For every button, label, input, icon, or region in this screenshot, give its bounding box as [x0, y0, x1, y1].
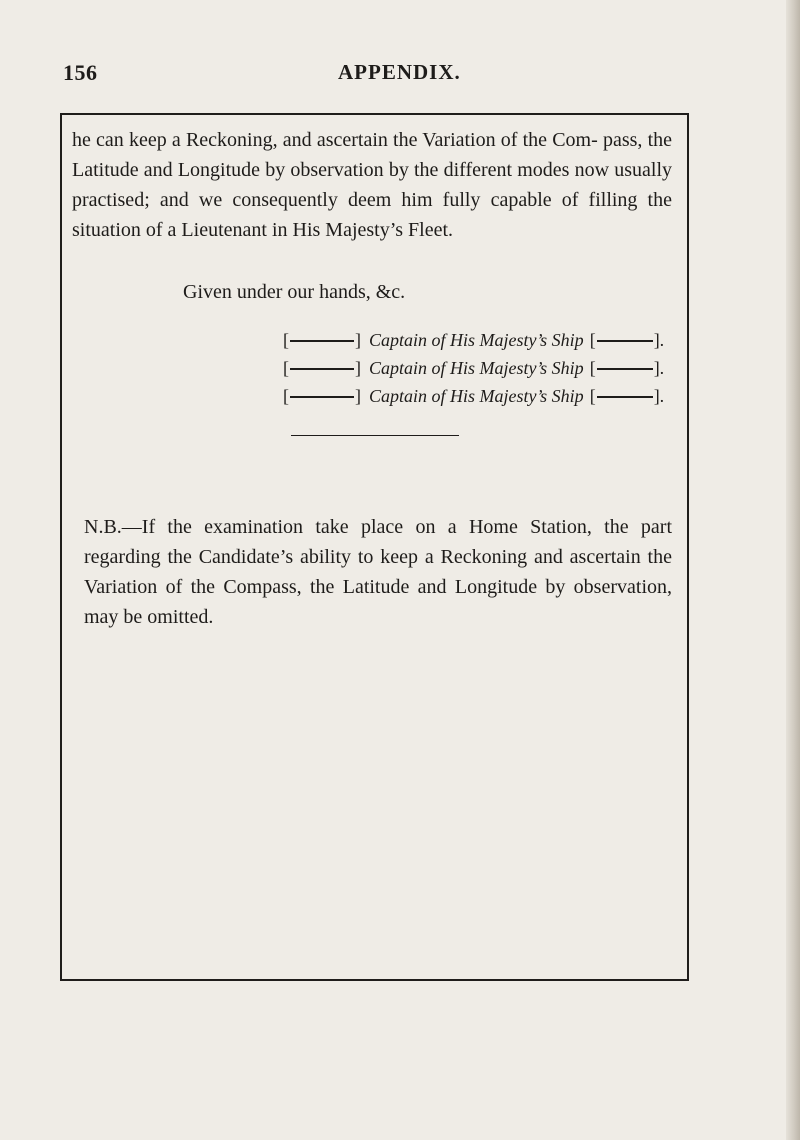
page-edge-shadow [786, 0, 800, 1140]
signature-caption: Captain of His Majesty’s Ship [369, 385, 584, 406]
open-bracket: [ [589, 385, 596, 406]
open-bracket: [ [589, 329, 596, 350]
open-bracket: [ [283, 385, 289, 406]
page-number: 156 [63, 60, 98, 85]
close-bracket: ] [355, 329, 361, 350]
running-head: APPENDIX. [338, 60, 461, 84]
close-bracket: ] [355, 385, 361, 406]
ship-blank [597, 396, 653, 398]
certificate-paragraph: he can keep a Reckoning, and ascertain the Variation of the Com- pass, the Latitude and Longitude by observation by the different modes now usually practised; and we consequently deem him fully capable of filling the situation of a Lieutenant in His Majesty’s Fleet. [72, 129, 672, 241]
ship-blank [597, 340, 653, 342]
close-bracket: ]. [653, 385, 665, 406]
signature-block [283, 326, 683, 410]
name-blank [290, 340, 354, 342]
certificate-frame [60, 113, 689, 981]
close-bracket: ]. [653, 329, 665, 350]
given-under-line: Given under our hands, &c. [183, 281, 406, 303]
signature-caption: Captain of His Majesty’s Ship [369, 357, 584, 378]
name-blank [290, 368, 354, 370]
section-divider [291, 435, 459, 436]
signature-line [283, 382, 683, 410]
signature-caption: Captain of His Majesty’s Ship [369, 329, 584, 350]
signature-line [283, 326, 683, 354]
open-bracket: [ [283, 357, 289, 378]
note-paragraph: N.B.—If the examination take place on a Home Station, the part regarding the Candidate’s ability to keep a Reckoning and ascertain the Variation of the Compass, the Latitude and Longitude by observation, may be omitted. [84, 516, 672, 628]
close-bracket: ]. [653, 357, 665, 378]
signature-line [283, 354, 683, 382]
ship-blank [597, 368, 653, 370]
name-blank [290, 396, 354, 398]
open-bracket: [ [589, 357, 596, 378]
open-bracket: [ [283, 329, 289, 350]
close-bracket: ] [355, 357, 361, 378]
